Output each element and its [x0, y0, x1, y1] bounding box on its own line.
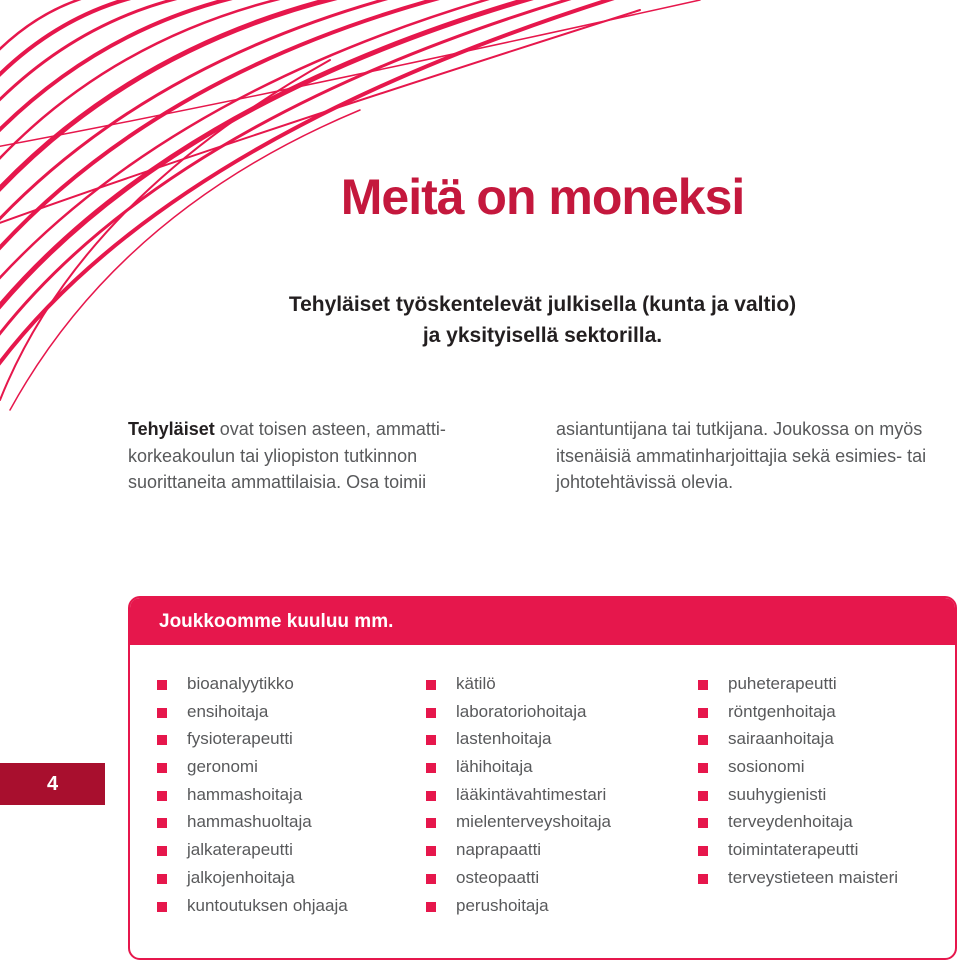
- professions-column-1: [157, 670, 348, 919]
- list-item: geronomi: [157, 753, 348, 781]
- professions-box: [128, 596, 957, 960]
- list-item: lastenhoitaja: [426, 725, 611, 753]
- intro-right-line-3: johtotehtävissä olevia.: [556, 472, 734, 492]
- list-item: ensihoitaja: [157, 698, 348, 726]
- list-item: fysioterapeutti: [157, 725, 348, 753]
- intro-left-line-1: [128, 416, 488, 443]
- page-number: 4: [0, 763, 105, 805]
- list-item: osteopaatti: [426, 864, 611, 892]
- list-item: röntgenhoitaja: [698, 698, 898, 726]
- list-item: sairaanhoitaja: [698, 725, 898, 753]
- intro-text-left: [128, 416, 488, 496]
- intro-left-line-3: suorittaneita ammattilaisia. Osa toimii: [128, 472, 427, 492]
- professions-column-3: [698, 670, 898, 892]
- list-item: lääkintävahtimestari: [426, 781, 611, 809]
- list-item: laboratoriohoitaja: [426, 698, 611, 726]
- list-item: kuntoutuksen ohjaaja: [157, 892, 348, 920]
- list-item: puheterapeutti: [698, 670, 898, 698]
- list-item: mielenterveyshoitaja: [426, 808, 611, 836]
- list-item: kätilö: [426, 670, 611, 698]
- intro-right-line-2: itsenäisiä ammatinharjoittajia sekä esimies- tai: [556, 445, 927, 466]
- professions-column-2: [426, 670, 611, 919]
- list-item: hammashuoltaja: [157, 808, 348, 836]
- intro-right-line-1: asiantuntijana tai tutkijana. Joukossa on myös: [556, 419, 923, 439]
- list-item: toimintaterapeutti: [698, 836, 898, 864]
- lead-paragraph: [0, 289, 960, 351]
- intro-left-line-2: korkeakoulun tai yliopiston tutkinnon: [128, 445, 418, 466]
- professions-box-heading: Joukkoomme kuuluu mm.: [130, 598, 955, 645]
- intro-bold-word: Tehyläiset: [128, 419, 215, 439]
- lead-line-1: Tehyläiset työskentelevät julkisella (kunta ja valtio): [288, 293, 797, 316]
- list-item: jalkaterapeutti: [157, 836, 348, 864]
- list-item: bioanalyytikko: [157, 670, 348, 698]
- list-item: hammashoitaja: [157, 781, 348, 809]
- list-item: jalkojenhoitaja: [157, 864, 348, 892]
- page-title: Meitä on moneksi: [340, 169, 745, 225]
- list-item: sosionomi: [698, 753, 898, 781]
- list-item: naprapaatti: [426, 836, 611, 864]
- intro-left-line-1-rest: ovat toisen asteen, ammatti-: [214, 419, 446, 439]
- list-item: terveystieteen maisteri: [698, 864, 898, 892]
- list-item: terveydenhoitaja: [698, 808, 898, 836]
- list-item: suuhygienisti: [698, 781, 898, 809]
- lead-line-2: ja yksityisellä sektorilla.: [422, 324, 663, 347]
- list-item: lähihoitaja: [426, 753, 611, 781]
- list-item: perushoitaja: [426, 892, 611, 920]
- intro-text-right: [556, 416, 941, 496]
